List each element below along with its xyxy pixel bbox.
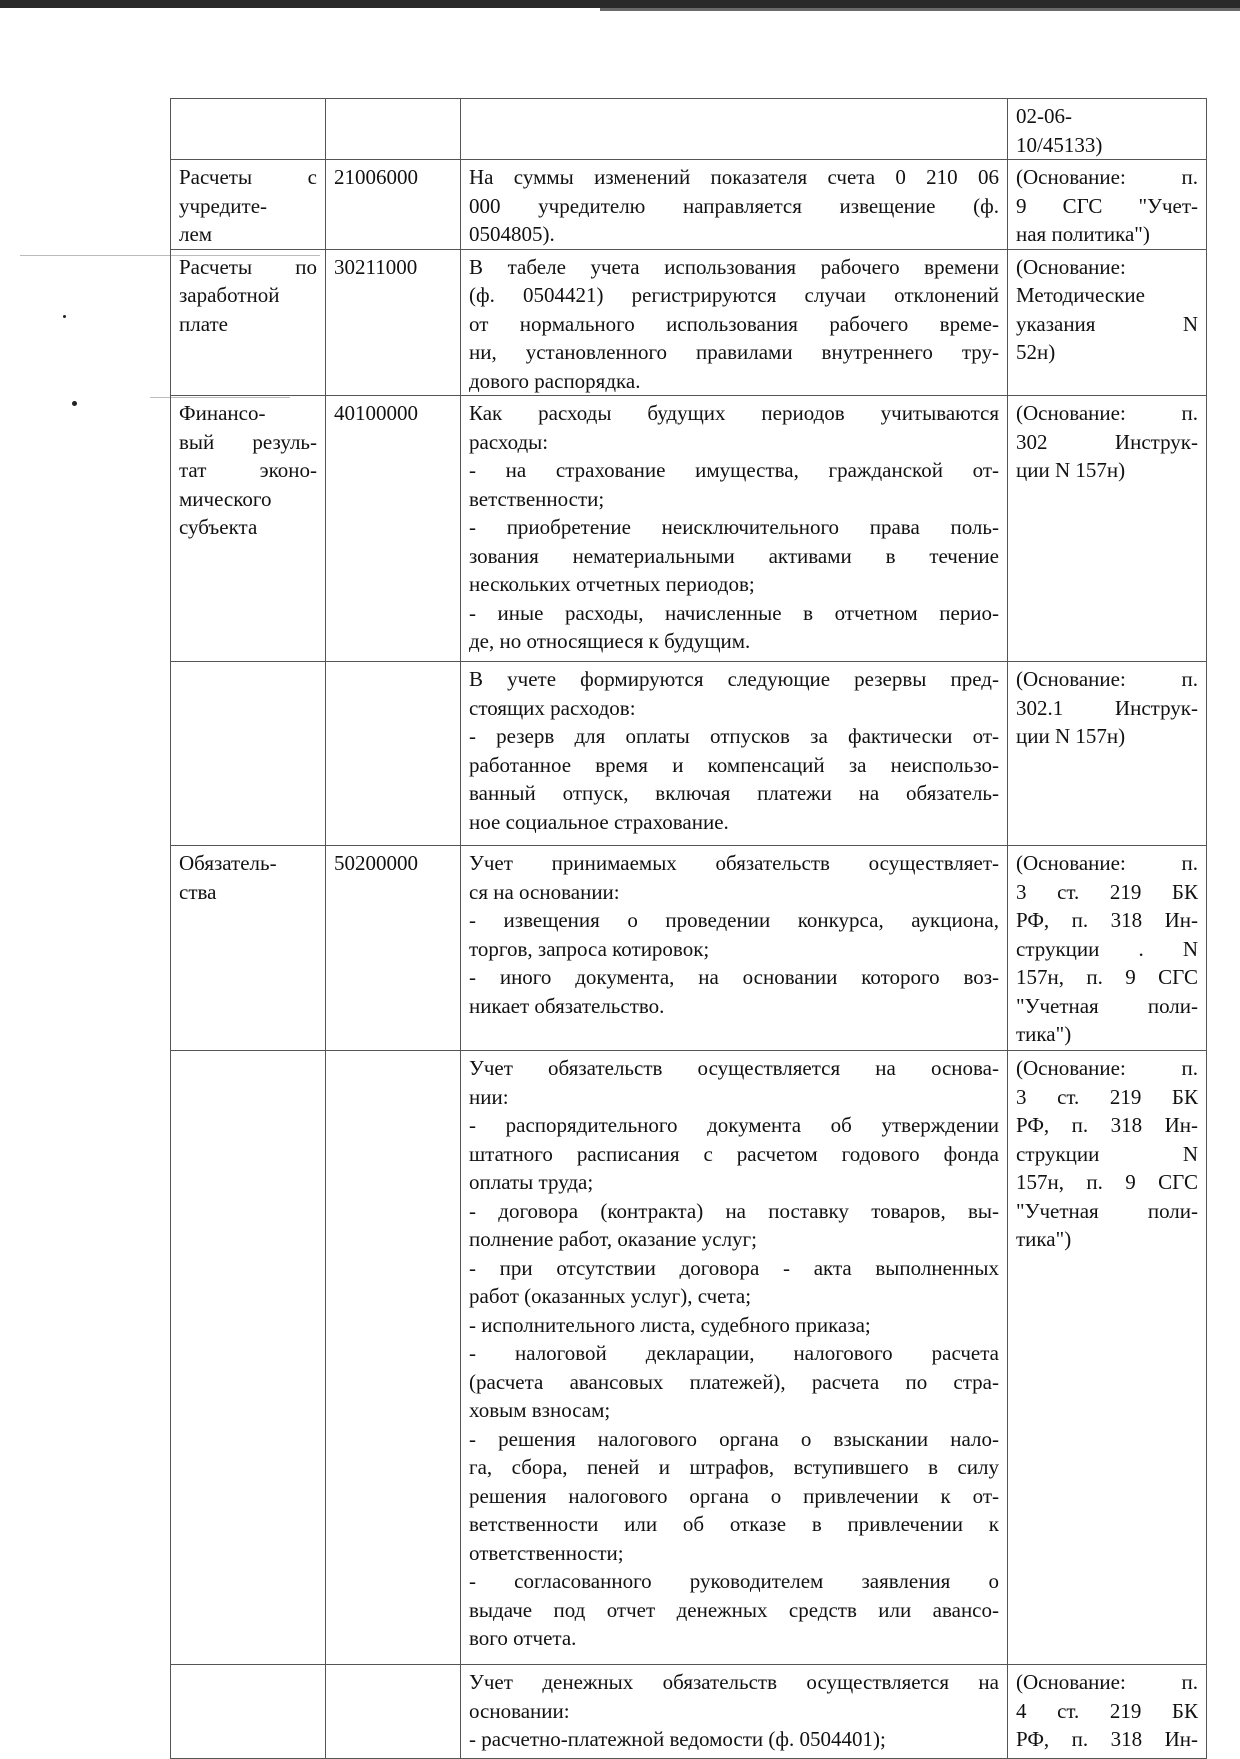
basis-line: 4 ст. 219 БК (1016, 1698, 1198, 1723)
account-code: 40100000 (334, 401, 418, 425)
account-code-cell (326, 99, 461, 160)
basis-line: 9 СГС "Учет- (1016, 193, 1198, 218)
name-line: вый резуль- (179, 429, 317, 454)
basis-line: (Основание: п. (1016, 165, 1198, 189)
basis-line: (Основание: п. (1016, 401, 1198, 425)
basis-line: РФ, п. 318 Ин- (1016, 1113, 1198, 1137)
desc-line: 000 учредителю направляется извещение (ф. (469, 193, 999, 218)
desc-line: (расчета авансовых платежей), расчета по стра- (469, 1369, 999, 1394)
name-line: заработной (179, 283, 280, 307)
desc-line: торгов, запроса котировок; (469, 936, 710, 961)
desc-line: основании: (469, 1698, 570, 1723)
account-code: 50200000 (334, 851, 418, 875)
desc-line: никает обязательство. (469, 993, 665, 1018)
account-code: 21006000 (334, 165, 418, 189)
desc-line: (ф. 0504421) регистрируются случаи отклонений (469, 283, 999, 307)
desc-line: - решения налогового органа о взыскании нало- (469, 1426, 999, 1451)
desc-line: ветственности; (469, 486, 605, 511)
desc-line: работ (оказанных услуг), счета; (469, 1284, 752, 1308)
desc-line: - расчетно-платежной ведомости (ф. 0504401); (469, 1727, 886, 1751)
basis-line: тика") (1016, 1022, 1072, 1046)
basis-line: РФ, п. 318 Ин- (1016, 1727, 1198, 1751)
basis-line: ная политика") (1016, 222, 1150, 246)
desc-line: де, но относящиеся к будущим. (469, 629, 751, 653)
account-name-cell (171, 1665, 326, 1759)
account-name-cell (171, 249, 326, 396)
desc-line: ванный отпуск, включая платежи на обязатель- (469, 781, 999, 805)
basis-line: (Основание: п. (1016, 851, 1198, 875)
desc-line: оплаты труда; (469, 1170, 594, 1194)
desc-line: зования нематериальными активами в течение (469, 543, 999, 568)
desc-line: - извещения о проведении конкурса, аукциона, (469, 908, 999, 932)
account-code-cell (326, 396, 461, 662)
table-row (171, 249, 1207, 396)
account-code-cell (326, 1665, 461, 1759)
basis-line: 302 Инструк- (1016, 429, 1198, 454)
desc-line: - согласованного руководителем заявления о (469, 1569, 999, 1593)
description-cell (461, 662, 1008, 846)
account-name-cell (171, 160, 326, 250)
desc-line: Как расходы будущих периодов учитываются (469, 401, 999, 425)
desc-line: нии: (469, 1084, 509, 1109)
name-line: субъекта (179, 515, 258, 539)
name-line: тат эконо- (179, 458, 317, 482)
accounting-policy-table (170, 98, 1207, 1759)
description-cell (461, 1665, 1008, 1759)
basis-line: тика") (1016, 1227, 1072, 1251)
description-cell (461, 846, 1008, 1051)
desc-line: - исполнительного листа, судебного приказа; (469, 1312, 871, 1337)
desc-line: работанное время и компенсаций за неиспользо- (469, 752, 999, 777)
basis-line: Методические (1016, 283, 1145, 307)
description-cell (461, 160, 1008, 250)
account-code-cell (326, 249, 461, 396)
account-code-cell (326, 1051, 461, 1665)
account-code-cell (326, 662, 461, 846)
desc-line: В учете формируются следующие резервы пред- (469, 667, 999, 691)
table-row (171, 99, 1207, 160)
basis-cell (1008, 249, 1207, 396)
desc-line: ное социальное страхование. (469, 809, 729, 834)
basis-line: указания N (1016, 311, 1198, 336)
name-line: Расчеты с (179, 165, 317, 189)
desc-line: Учет денежных обязательств осуществляется на (469, 1670, 999, 1694)
desc-line: дового распорядка. (469, 368, 641, 393)
desc-line: - резерв для оплаты отпусков за фактически от- (469, 724, 999, 748)
basis-line: "Учетная поли- (1016, 993, 1198, 1018)
description-cell (461, 396, 1008, 662)
desc-line: 0504805). (469, 222, 555, 246)
desc-line: га, сбора, пеней и штрафов, вступившего в силу (469, 1455, 999, 1479)
account-code-cell (326, 846, 461, 1051)
basis-line: 302.1 Инструк- (1016, 695, 1198, 720)
scan-speck (63, 315, 66, 318)
scan-speck (72, 401, 77, 406)
basis-line: 02-06- (1016, 104, 1072, 128)
name-line: Расчеты по (179, 254, 317, 279)
basis-cell (1008, 99, 1207, 160)
name-line: Финансо- (179, 401, 266, 425)
basis-cell (1008, 662, 1207, 846)
description-cell (461, 249, 1008, 396)
table-row (171, 160, 1207, 250)
basis-line: РФ, п. 318 Ин- (1016, 908, 1198, 932)
desc-line: - договора (контракта) на поставку товаров, вы- (469, 1198, 999, 1223)
basis-line: (Основание: (1016, 254, 1126, 279)
basis-line: ции N 157н) (1016, 724, 1126, 748)
basis-line: (Основание: п. (1016, 1056, 1198, 1080)
desc-line: нескольких отчетных периодов; (469, 572, 755, 596)
basis-line: "Учетная поли- (1016, 1198, 1198, 1223)
basis-line: 157н, п. 9 СГС (1016, 965, 1198, 989)
desc-line: ся на основании: (469, 879, 620, 904)
desc-line: В табеле учета использования рабочего времени (469, 254, 999, 279)
name-line: плате (179, 311, 228, 336)
desc-line: - иные расходы, начисленные в отчетном перио- (469, 600, 999, 625)
desc-line: - при отсутствии договора - акта выполненных (469, 1255, 999, 1280)
account-code: 30211000 (334, 254, 418, 279)
account-code-cell (326, 160, 461, 250)
basis-line: струкции N (1016, 1141, 1198, 1166)
table-row (171, 396, 1207, 662)
table-row (171, 1665, 1207, 1759)
table-row (171, 662, 1207, 846)
desc-line: Учет обязательств осуществляется на основа- (469, 1056, 999, 1080)
basis-line: (Основание: п. (1016, 1670, 1198, 1694)
account-name-cell (171, 396, 326, 662)
basis-line: (Основание: п. (1016, 667, 1198, 691)
desc-line: - на страхование имущества, гражданской от- (469, 458, 999, 482)
account-name-cell (171, 99, 326, 160)
name-line: учредите- (179, 193, 268, 218)
description-cell (461, 99, 1008, 160)
desc-line: Учет принимаемых обязательств осуществляет- (469, 851, 999, 875)
name-line: Обязатель- (179, 851, 277, 875)
basis-line: струкции . N (1016, 936, 1198, 961)
scan-top-edge-shadow (600, 8, 1240, 11)
desc-line: На суммы изменений показателя счета 0 210 06 (469, 165, 999, 189)
desc-line: ховым взносам; (469, 1398, 611, 1422)
desc-line: - приобретение неисключительного права поль- (469, 515, 999, 539)
basis-cell (1008, 396, 1207, 662)
basis-line: 10/45133) (1016, 132, 1103, 157)
basis-cell (1008, 846, 1207, 1051)
desc-line: штатного расписания с расчетом годового фонда (469, 1141, 999, 1166)
basis-line: ции N 157н) (1016, 458, 1126, 482)
basis-line: 52н) (1016, 340, 1056, 364)
account-name-cell (171, 662, 326, 846)
desc-line: полнение работ, оказание услуг; (469, 1227, 757, 1251)
scan-top-edge (0, 0, 1240, 8)
description-cell (461, 1051, 1008, 1665)
desc-line: ни, установленного правилами внутреннего тру- (469, 340, 999, 364)
table-row (171, 1051, 1207, 1665)
desc-line: ветственности или об отказе в привлечении к (469, 1512, 999, 1536)
name-line: мического (179, 486, 272, 511)
desc-line: от нормального использования рабочего време- (469, 311, 999, 336)
name-line: ства (179, 879, 217, 904)
desc-line: - распорядительного документа об утверждении (469, 1113, 999, 1137)
desc-line: ответственности; (469, 1540, 624, 1565)
desc-line: вого отчета. (469, 1626, 577, 1650)
desc-line: - налоговой декларации, налогового расчета (469, 1341, 999, 1365)
basis-line: 3 ст. 219 БК (1016, 879, 1198, 904)
desc-line: - иного документа, на основании которого воз- (469, 965, 999, 989)
basis-line: 157н, п. 9 СГС (1016, 1170, 1198, 1194)
desc-line: расходы: (469, 429, 549, 454)
basis-cell (1008, 1665, 1207, 1759)
desc-line: стоящих расходов: (469, 695, 636, 720)
basis-line: 3 ст. 219 БК (1016, 1084, 1198, 1109)
basis-cell (1008, 1051, 1207, 1665)
basis-cell (1008, 160, 1207, 250)
table-row (171, 846, 1207, 1051)
account-name-cell (171, 846, 326, 1051)
account-name-cell (171, 1051, 326, 1665)
name-line: лем (179, 222, 213, 246)
desc-line: выдаче под отчет денежных средств или авансо- (469, 1597, 999, 1622)
desc-line: решения налогового органа о привлечении к от- (469, 1483, 999, 1508)
